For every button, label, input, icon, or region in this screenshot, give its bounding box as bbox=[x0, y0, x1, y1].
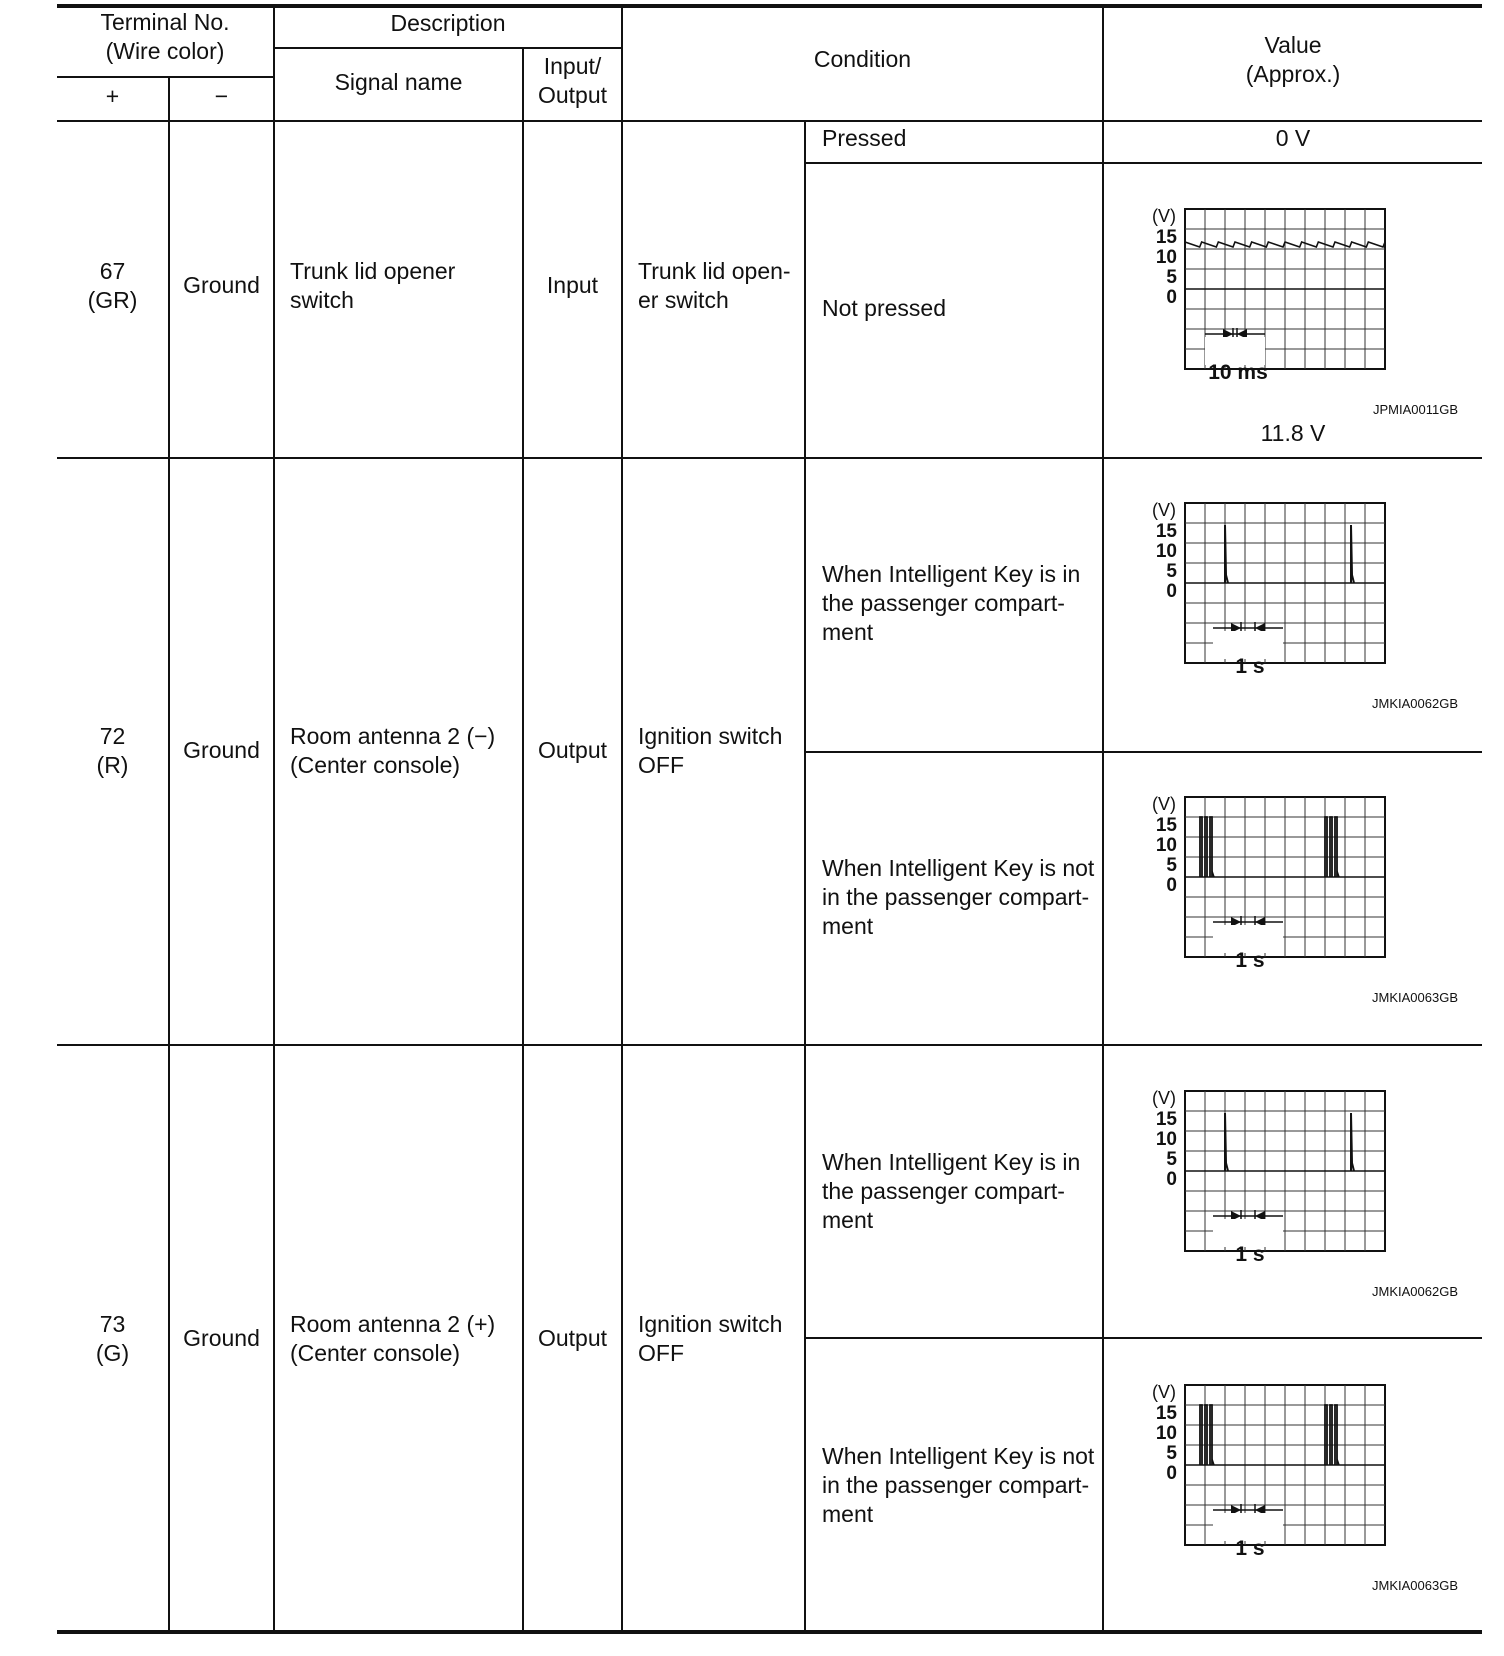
wave-tick-10: 10 bbox=[1155, 1423, 1177, 1444]
wave-tick-5: 5 bbox=[1166, 1443, 1177, 1464]
header-input-output: Input/ Output bbox=[537, 53, 608, 108]
header-bottom-rule bbox=[57, 120, 1482, 122]
header-description: Description bbox=[390, 10, 506, 36]
wave-unit-label: (V) bbox=[1152, 206, 1176, 226]
wave-time-label: 1 s bbox=[1235, 655, 1265, 678]
wave-unit-label: (V) bbox=[1152, 500, 1176, 520]
waveform-single-pulse-72 bbox=[1150, 498, 1460, 728]
wave-tick-10: 10 bbox=[1155, 1129, 1177, 1150]
col-rule-condition bbox=[804, 120, 806, 1632]
wave-time-label: 1 s bbox=[1235, 1243, 1265, 1266]
terminal-rule bbox=[57, 76, 275, 78]
wave-tick-0: 0 bbox=[1166, 875, 1177, 896]
header-minus: − bbox=[214, 83, 229, 109]
wave-tick-0: 0 bbox=[1166, 581, 1177, 602]
condition-72: Ignition switch OFF bbox=[638, 723, 783, 778]
row73-split-rule bbox=[805, 1337, 1482, 1339]
wave-figure-id: JPMIA0011GB bbox=[1372, 402, 1458, 417]
col-rule-io bbox=[621, 6, 623, 1632]
subcondition-67-pressed: Pressed bbox=[822, 125, 907, 151]
row72-bottom-rule bbox=[57, 1044, 1482, 1046]
header-value: Value (Approx.) bbox=[1245, 32, 1341, 87]
wave-figure-id: JMKIA0063GB bbox=[1372, 1578, 1458, 1593]
ground-72: Ground bbox=[183, 737, 260, 763]
wave-time-label: 1 s bbox=[1235, 1537, 1265, 1560]
value-67-pressed: 0 V bbox=[1275, 125, 1311, 151]
wave-figure-id: JMKIA0062GB bbox=[1372, 696, 1458, 711]
wave-unit-label: (V) bbox=[1152, 1382, 1176, 1402]
col-rule-plus bbox=[168, 76, 170, 1632]
wave-time-label: 10 ms bbox=[1208, 361, 1268, 384]
condition-67: Trunk lid open- er switch bbox=[638, 258, 791, 313]
description-rule bbox=[275, 47, 623, 49]
subcondition-67-not-pressed: Not pressed bbox=[822, 295, 947, 321]
row72-split-rule bbox=[805, 751, 1482, 753]
subcondition-72-key-not-in: When Intelligent Key is not in the passenger compart- ment bbox=[822, 855, 1095, 939]
subcondition-73-key-not-in: When Intelligent Key is not in the passenger compart- ment bbox=[822, 1443, 1095, 1527]
wave-tick-15: 15 bbox=[1155, 227, 1177, 248]
col-rule-value bbox=[1102, 6, 1104, 1632]
header-signal-name: Signal name bbox=[334, 69, 463, 95]
terminal-67: 67 (GR) bbox=[87, 258, 138, 313]
io-73: Output bbox=[537, 1325, 608, 1351]
terminal-72: 72 (R) bbox=[96, 723, 129, 778]
wave-tick-10: 10 bbox=[1155, 541, 1177, 562]
row67-split-rule bbox=[805, 162, 1482, 164]
io-72: Output bbox=[537, 737, 608, 763]
io-67: Input bbox=[546, 272, 599, 298]
wave-tick-5: 5 bbox=[1166, 267, 1177, 288]
wave-tick-10: 10 bbox=[1155, 835, 1177, 856]
value-67-not-pressed: 11.8 V bbox=[1260, 420, 1326, 446]
wave-figure-id: JMKIA0062GB bbox=[1372, 1284, 1458, 1299]
wave-tick-15: 15 bbox=[1155, 1109, 1177, 1130]
subcondition-73-key-in: When Intelligent Key is in the passenger compart- ment bbox=[822, 1149, 1081, 1233]
wave-tick-15: 15 bbox=[1155, 1403, 1177, 1424]
wave-tick-5: 5 bbox=[1166, 561, 1177, 582]
wave-tick-0: 0 bbox=[1166, 1463, 1177, 1484]
signal-67: Trunk lid opener switch bbox=[290, 258, 456, 313]
wave-tick-10: 10 bbox=[1155, 247, 1177, 268]
wave-tick-0: 0 bbox=[1166, 287, 1177, 308]
signal-73: Room antenna 2 (+) (Center console) bbox=[290, 1311, 496, 1366]
wave-unit-label: (V) bbox=[1152, 1088, 1176, 1108]
header-terminal-no: Terminal No. (Wire color) bbox=[100, 9, 230, 64]
col-rule-ground bbox=[273, 6, 275, 1632]
condition-73: Ignition switch OFF bbox=[638, 1311, 783, 1366]
table-bottom-rule bbox=[57, 1630, 1482, 1634]
header-plus: + bbox=[105, 83, 120, 109]
waveform-single-pulse-73 bbox=[1150, 1086, 1460, 1316]
wave-time-label: 1 s bbox=[1235, 949, 1265, 972]
wave-tick-15: 15 bbox=[1155, 815, 1177, 836]
wave-unit-label: (V) bbox=[1152, 794, 1176, 814]
subcondition-72-key-in: When Intelligent Key is in the passenger compart- ment bbox=[822, 561, 1081, 645]
wave-tick-0: 0 bbox=[1166, 1169, 1177, 1190]
header-condition: Condition bbox=[813, 46, 912, 72]
waveform-ripple-67 bbox=[1150, 204, 1460, 434]
wave-tick-15: 15 bbox=[1155, 521, 1177, 542]
wave-tick-5: 5 bbox=[1166, 855, 1177, 876]
wave-figure-id: JMKIA0063GB bbox=[1372, 990, 1458, 1005]
row67-bottom-rule bbox=[57, 457, 1482, 459]
terminal-73: 73 (G) bbox=[95, 1311, 130, 1366]
wave-tick-5: 5 bbox=[1166, 1149, 1177, 1170]
waveform-burst-pulse-72 bbox=[1150, 792, 1460, 1022]
signal-72: Room antenna 2 (−) (Center console) bbox=[290, 723, 496, 778]
ground-73: Ground bbox=[183, 1325, 260, 1351]
ground-67: Ground bbox=[183, 272, 260, 298]
waveform-burst-pulse-73 bbox=[1150, 1380, 1460, 1610]
